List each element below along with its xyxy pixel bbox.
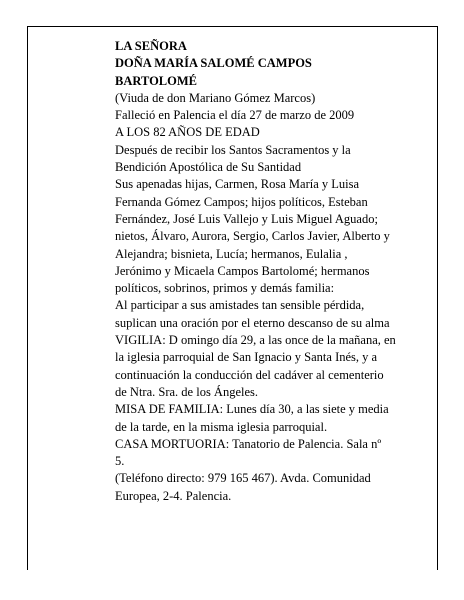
- body-line: (Teléfono directo: 979 165 467). Avda. Comunidad: [115, 471, 371, 486]
- body-line: Sus apenadas hijas, Carmen, Rosa María y Luisa: [115, 177, 360, 192]
- body-line: de la tarde, en la misma iglesia parroquial.: [115, 419, 328, 434]
- body-line: Falleció en Palencia el día 27 de marzo de 2009: [115, 108, 355, 123]
- body-line: nietos, Álvaro, Aurora, Sergio, Carlos Javier, Alberto y: [115, 229, 390, 244]
- header-line: BARTOLOMÉ: [115, 73, 197, 88]
- header-line: DOÑA MARÍA SALOMÉ CAMPOS: [115, 56, 312, 71]
- header-line: LA SEÑORA: [115, 39, 187, 53]
- body-line: Europea, 2-4. Palencia.: [115, 488, 232, 503]
- page-border-left: [27, 26, 28, 570]
- body-line: Fernanda Gómez Campos; hijos políticos, Esteban: [115, 194, 368, 209]
- body-line: Bendición Apostólica de Su Santidad: [115, 160, 302, 175]
- page-border-top: [27, 26, 438, 27]
- body-line: la iglesia parroquial de San Ignacio y Santa Inés, y a: [115, 350, 378, 365]
- body-line: A LOS 82 AÑOS DE EDAD: [115, 125, 260, 140]
- body-line: continuación la conducción del cadáver al cementerio: [115, 367, 384, 382]
- body-line: Fernández, José Luis Vallejo y Luis Miguel Aguado;: [115, 211, 378, 226]
- body-line: 5.: [115, 454, 125, 469]
- body-line: MISA DE FAMILIA: Lunes día 30, a las siete y media: [115, 402, 389, 417]
- body-line: políticos, sobrinos, primos y demás familia:: [115, 281, 335, 296]
- body-line: suplican una oración por el eterno descanso de su alma: [115, 315, 390, 330]
- body-line: Jerónimo y Micaela Campos Bartolomé; hermanos: [115, 263, 370, 278]
- body-line: VIGILIA: D omingo día 29, a las once de la mañana, en: [115, 333, 396, 348]
- body-line: Alejandra; bisnieta, Lucía; hermanos, Eulalia ,: [115, 246, 348, 261]
- body-line: de Ntra. Sra. de los Ángeles.: [115, 384, 259, 399]
- body-line: Después de recibir los Santos Sacramentos y la: [115, 142, 351, 157]
- body-line: (Viuda de don Mariano Gómez Marcos): [115, 90, 316, 105]
- page-border-right: [437, 26, 438, 570]
- body-line: Al participar a sus amistades tan sensible pérdida,: [115, 298, 365, 313]
- obituary-text: [115, 38, 425, 505]
- body-line: CASA MORTUORIA: Tanatorio de Palencia. Sala nº: [115, 436, 382, 451]
